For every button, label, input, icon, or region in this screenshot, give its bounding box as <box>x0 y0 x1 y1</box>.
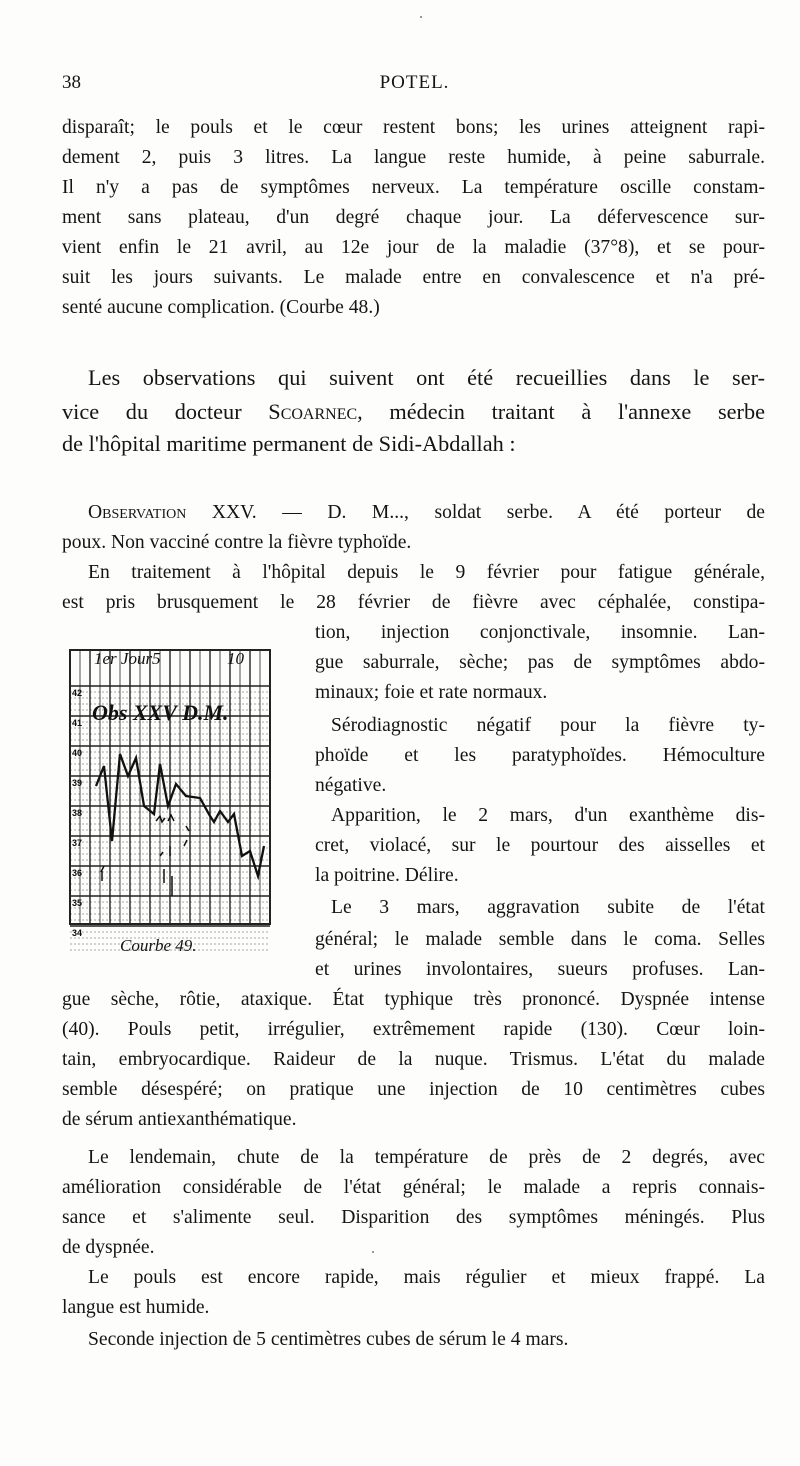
text-line: cret, violacé, sur le pourtour des aisselles et <box>315 835 765 856</box>
text-line: phoïde et les paratyphoïdes. Hémoculture <box>315 745 765 766</box>
text-line: Il n'y a pas de symptômes nerveux. La température oscille constam- <box>62 177 765 198</box>
text-line: Le 3 mars, aggravation subite de l'état <box>331 897 765 918</box>
y-tick-label: 35 <box>72 898 83 908</box>
figure-caption: Courbe 49. <box>120 936 197 955</box>
text-line: suit les jours suivants. Le malade entre en convalescence et n'a pré- <box>62 267 765 288</box>
text-line: gue saburrale, sèche; pas de symptômes abdo- <box>315 652 765 673</box>
text-line: Sérodiagnostic négatif pour la fièvre ty- <box>331 715 765 736</box>
text-line: tion, injection conjonctivale, insomnie. Lan- <box>315 622 765 643</box>
text-line: Le lendemain, chute de la température de près de 2 degrés, avec <box>88 1147 765 1168</box>
day-one-label: 1er Jour <box>94 649 153 668</box>
text-line: tain, embryocardique. Raideur de la nuque. Trismus. L'état du malade <box>62 1049 765 1070</box>
page-number: 38 <box>62 72 81 93</box>
text-line: de dyspnée. <box>62 1237 155 1258</box>
y-tick-label: 38 <box>72 808 83 818</box>
running-title: POTEL. <box>379 72 450 93</box>
y-tick-label: 39 <box>72 778 83 788</box>
text-line: (40). Pouls petit, irrégulier, extrêmement rapide (130). Cœur loin- <box>62 1019 765 1040</box>
day-five-label: 5 <box>152 649 161 668</box>
text-line: général; le malade semble dans le coma. Selles <box>315 929 765 950</box>
text-line: Seconde injection de 5 centimètres cubes de sérum le 4 mars. <box>88 1329 569 1350</box>
paper-speck <box>420 16 422 18</box>
text-line: senté aucune complication. (Courbe 48.) <box>62 297 380 318</box>
text-line: minaux; foie et rate normaux. <box>315 682 548 703</box>
text-line: semble désespéré; on pratique une injection de 10 centimètres cubes <box>62 1079 765 1100</box>
day-ten-label: 10 <box>227 649 244 668</box>
text-line: négative. <box>315 775 387 796</box>
text-line: vient enfin le 21 avril, au 12e jour de la maladie (37°8), et se pour- <box>62 237 765 258</box>
temperature-chart <box>64 636 274 938</box>
observation-text: — D. M..., soldat serbe. A été porteur de <box>256 502 765 523</box>
text-line: est pris brusquement le 28 février de fièvre avec céphalée, constipa- <box>62 592 765 613</box>
surname-scoarnec: Scoarnec <box>268 399 358 424</box>
page-header <box>62 72 767 100</box>
intro-line: vice du docteur Scoarnec, médecin traitant à l'annexe serbe <box>62 399 766 424</box>
intro-line: de l'hôpital maritime permanent de Sidi-Abdallah : <box>62 431 516 456</box>
intro-line: Les observations qui suivent ont été recueillies dans le ser- <box>88 365 765 390</box>
text-line: disparaît; le pouls et le cœur restent bons; les urines atteignent rapi- <box>62 117 765 138</box>
y-tick-label: 40 <box>72 748 83 758</box>
y-tick-label: 41 <box>72 718 83 728</box>
text-line: dement 2, puis 3 litres. La langue reste humide, à peine saburrale. <box>62 147 765 168</box>
chart-inside-label: Obs XXV D.M. <box>92 700 229 725</box>
y-tick-label: 42 <box>72 688 83 698</box>
text-line: gue sèche, rôtie, ataxique. État typhique très prononcé. Dyspnée intense <box>62 989 765 1010</box>
paper-speck <box>372 1251 374 1253</box>
text-line: amélioration considérable de l'état général; le malade a repris connais- <box>62 1177 765 1198</box>
text-line: Apparition, le 2 mars, d'un exanthème dis- <box>331 805 765 826</box>
observation-label: Observation XXV. <box>88 502 257 523</box>
text-line: poux. Non vacciné contre la fièvre typhoïde. <box>62 532 412 553</box>
text-line: sance et s'alimente seul. Disparition des symptômes méningés. Plus <box>62 1207 765 1228</box>
text-line: la poitrine. Délire. <box>315 865 459 886</box>
text-line: de sérum antiexanthématique. <box>62 1109 297 1130</box>
text-line: En traitement à l'hôpital depuis le 9 février pour fatigue générale, <box>88 562 765 583</box>
observation-heading-line <box>88 500 765 526</box>
text-line: langue est humide. <box>62 1297 210 1318</box>
text-line: et urines involontaires, sueurs profuses. Lan- <box>315 959 765 980</box>
text-line: ment sans plateau, d'un degré chaque jour. La défervescence sur- <box>62 207 765 228</box>
y-tick-label: 36 <box>72 868 83 878</box>
y-tick-label: 34 <box>72 928 83 938</box>
y-tick-label: 37 <box>72 838 83 848</box>
text-line: Le pouls est encore rapide, mais régulier et mieux frappé. La <box>88 1267 765 1288</box>
